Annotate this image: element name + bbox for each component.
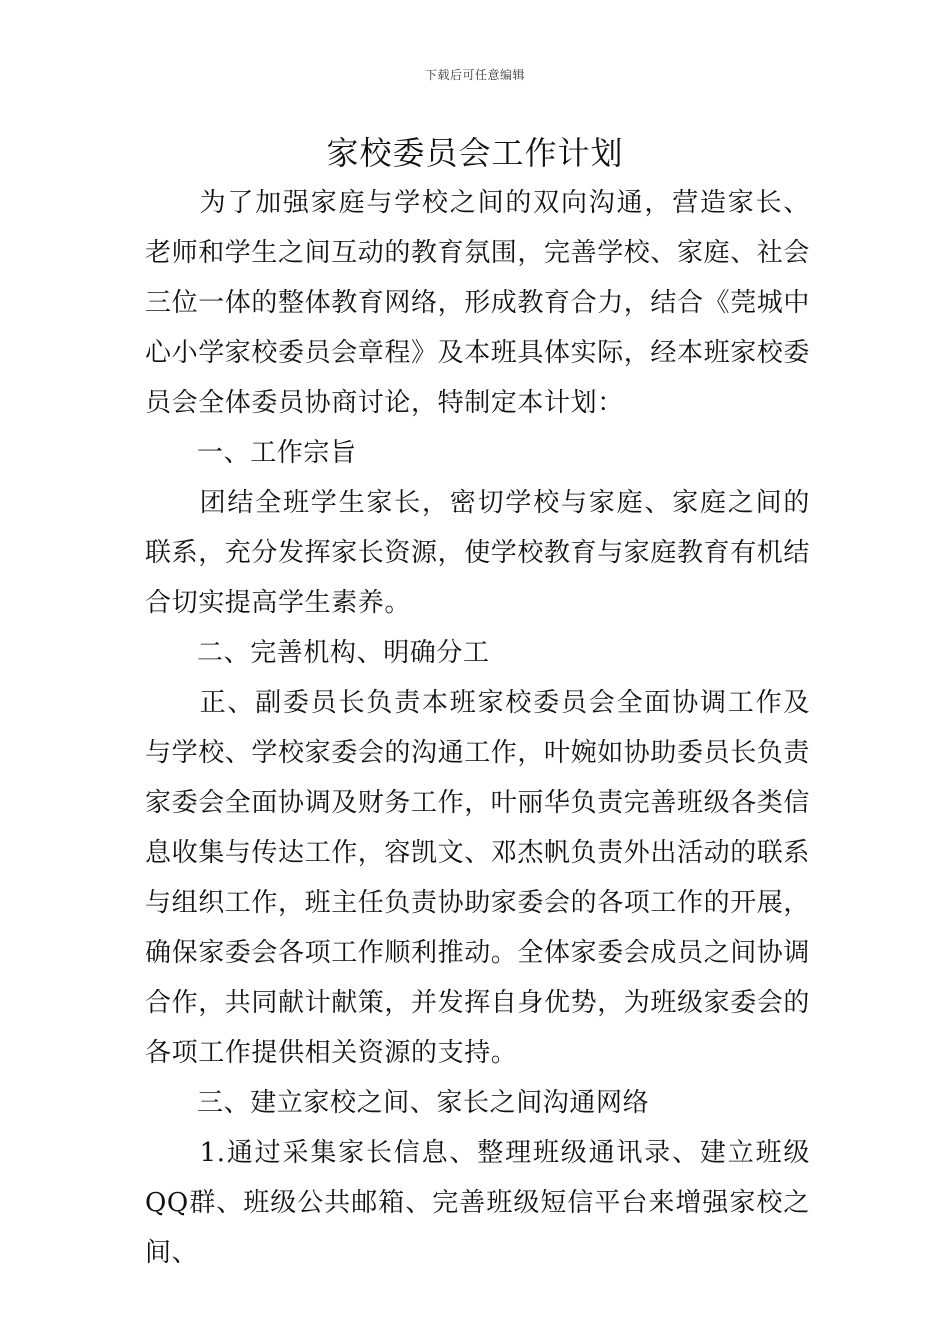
document-body <box>145 178 810 1278</box>
communication-paragraph: 1.通过采集家长信息、整理班级通讯录、建立班级QQ群、班级公共邮箱、完善班级短信平台来增强家校之间、 <box>145 1138 810 1268</box>
purpose-paragraph: 团结全班学生家长，密切学校与家庭、家庭之间的联系，充分发挥家长资源，使学校教育与家庭教育有机结合切实提高学生素养。 <box>145 488 811 618</box>
document-title: 家校委员会工作计划 <box>326 134 624 172</box>
intro-paragraph: 为了加强家庭与学校之间的双向沟通，营造家长、老师和学生之间互动的教育氛围，完善学校、家庭、社会三位一体的整体教育网络，形成教育合力，结合《莞城中心小学家校委员会章程》及本班具体实际，经本班家校委员会全体委员协商讨论，特制定本计划： <box>145 188 811 418</box>
section-heading-communication: 三、建立家校之间、家长之间沟通网络 <box>197 1088 650 1118</box>
section-heading-organization: 二、完善机构、明确分工 <box>197 638 490 668</box>
organization-paragraph: 正、副委员长负责本班家校委员会全面协调工作及与学校、学校家委会的沟通工作，叶婉如协助委员长负责家委会全面协调及财务工作，叶丽华负责完善班级各类信息收集与传达工作，容凯文、邓杰帆负责外出活动的联系与组织工作，班主任负责协助家委会的各项工作的开展，确保家委会各项工作顺利推动。全体家委会成员之间协调合作，共同献计献策，并发挥自身优势，为班级家委会的各项工作提供相关资源的支持。 <box>145 688 811 1068</box>
section-heading-purpose: 一、工作宗旨 <box>197 438 357 468</box>
header-note: 下载后可任意编辑 <box>424 68 525 82</box>
